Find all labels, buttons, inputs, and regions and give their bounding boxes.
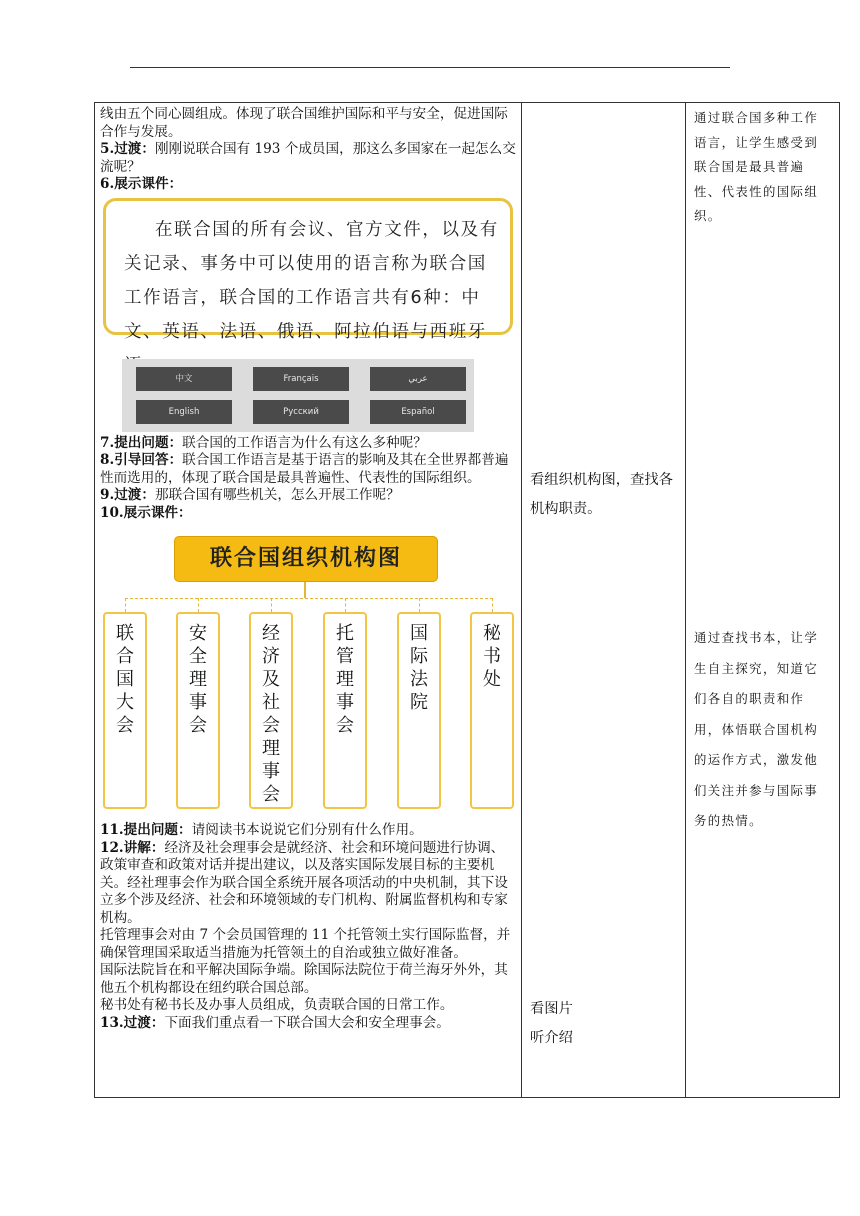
lang-arabic: عربي (370, 367, 466, 391)
step-13: 13.过渡：下面我们重点看一下联合国大会和安全理事会。 (100, 1014, 450, 1031)
org-connector (125, 598, 493, 599)
org-connector (345, 598, 346, 612)
student-activity-cell (522, 103, 686, 1098)
student-activity-1: 看组织机构图，查找各 机构职责。 (530, 472, 673, 517)
lang-russian: Русский (253, 400, 349, 424)
lang-chinese: 中文 (136, 367, 232, 391)
lang-french: Français (253, 367, 349, 391)
step-12: 12.讲解：经济及社会理事会是就经济、社会和环境问题进行协调、政策审查和政策对话并提出建议，以及落实国际发展目标的主要机关。经社理事会作为联合国全系统开展各项活动的中央机制，其下设立多个涉及经济、社会和环境领域的专门机构、附属监督机构和专家机构。 (100, 839, 508, 926)
org-connector (271, 598, 272, 612)
org-chart-title: 联合国组织机构图 (174, 536, 438, 582)
slide-working-languages: 在联合国的所有会议、官方文件，以及有关记录、事务中可以使用的语言称为联合国工作语言，联合国的工作语言共有6种：中文、英语、法语、俄语、阿拉伯语与西班牙 (103, 198, 513, 335)
paragraph-court: 国际法院旨在和平解决国际争端。除国际法院位于荷兰海牙外外，其他五个机构都设在纽约联合国总部。 (100, 962, 508, 996)
org-unit-security-council: 安全理事会 (176, 612, 220, 809)
org-unit-secretariat: 秘书处 (470, 612, 514, 809)
step-11: 11.提出问题：请阅读书本说说它们分别有什么作用。 (100, 822, 423, 838)
step-9: 9.过渡：那联合国有哪些机关，怎么开展工作呢？ (100, 487, 400, 503)
org-unit-trusteeship: 托管理事会 (323, 612, 367, 809)
org-connector (198, 598, 199, 612)
step-8: 8.引导回答：联合国工作语言是基于语言的影响及其在全世界都普遍性而选用的，体现了联合国是最具普遍性、代表性的国际组织。 (100, 452, 509, 486)
org-connector (125, 598, 126, 612)
lang-spanish: Español (370, 400, 466, 424)
step-7: 7.提出问题：联合国的工作语言为什么有这么多种呢？ (100, 434, 427, 451)
org-connector (492, 598, 493, 612)
org-unit-ecosoc: 经济及社会理事会 (249, 612, 293, 809)
paragraph-circles: 线由五个同心圆组成。体现了联合国维护国际和平与安全，促进国际合作与发展。 (100, 106, 508, 140)
org-unit-general-assembly: 联合国大会 (103, 612, 147, 809)
org-connector (419, 598, 420, 612)
step-6: 6.展示课件： (100, 176, 183, 192)
step-5: 5.过渡：刚刚说联合国有 193 个成员国，那这么多国家在一起怎么交流呢？ (100, 141, 516, 175)
lesson-table (94, 102, 840, 1098)
teaching-process-cell (95, 103, 522, 1098)
design-intent-1: 通过联合国多种工作 语言，让学生感受到 联合国是最具普遍 性、代表性的国际组 织。 (694, 110, 819, 223)
org-unit-court: 国际法院 (397, 612, 441, 809)
paragraph-secretariat: 秘书处有秘书长及办事人员组成，负责联合国的日常工作。 (100, 997, 454, 1013)
org-chart (100, 526, 517, 822)
header-rule (130, 67, 730, 68)
lang-english: English (136, 400, 232, 424)
step-10: 10.展示课件： (100, 504, 192, 521)
language-panel (122, 359, 474, 432)
design-intent-cell (686, 103, 840, 1098)
org-connector (304, 582, 306, 598)
student-activity-2: 看图片 听介绍 (530, 1001, 573, 1046)
paragraph-trusteeship: 托管理事会对由 7 个会员国管理的 11 个托管领土实行国际监督，并确保管理国采取适当措施为托管领土的自治或独立做好准备。 (100, 927, 511, 961)
design-intent-2: 通过查找书本，让学 生自主探究，知道它 们各自的职责和作 用，体悟联合国机构 的运作方式，激发他 们关注并参与国际事 务的热情。 (694, 630, 819, 828)
